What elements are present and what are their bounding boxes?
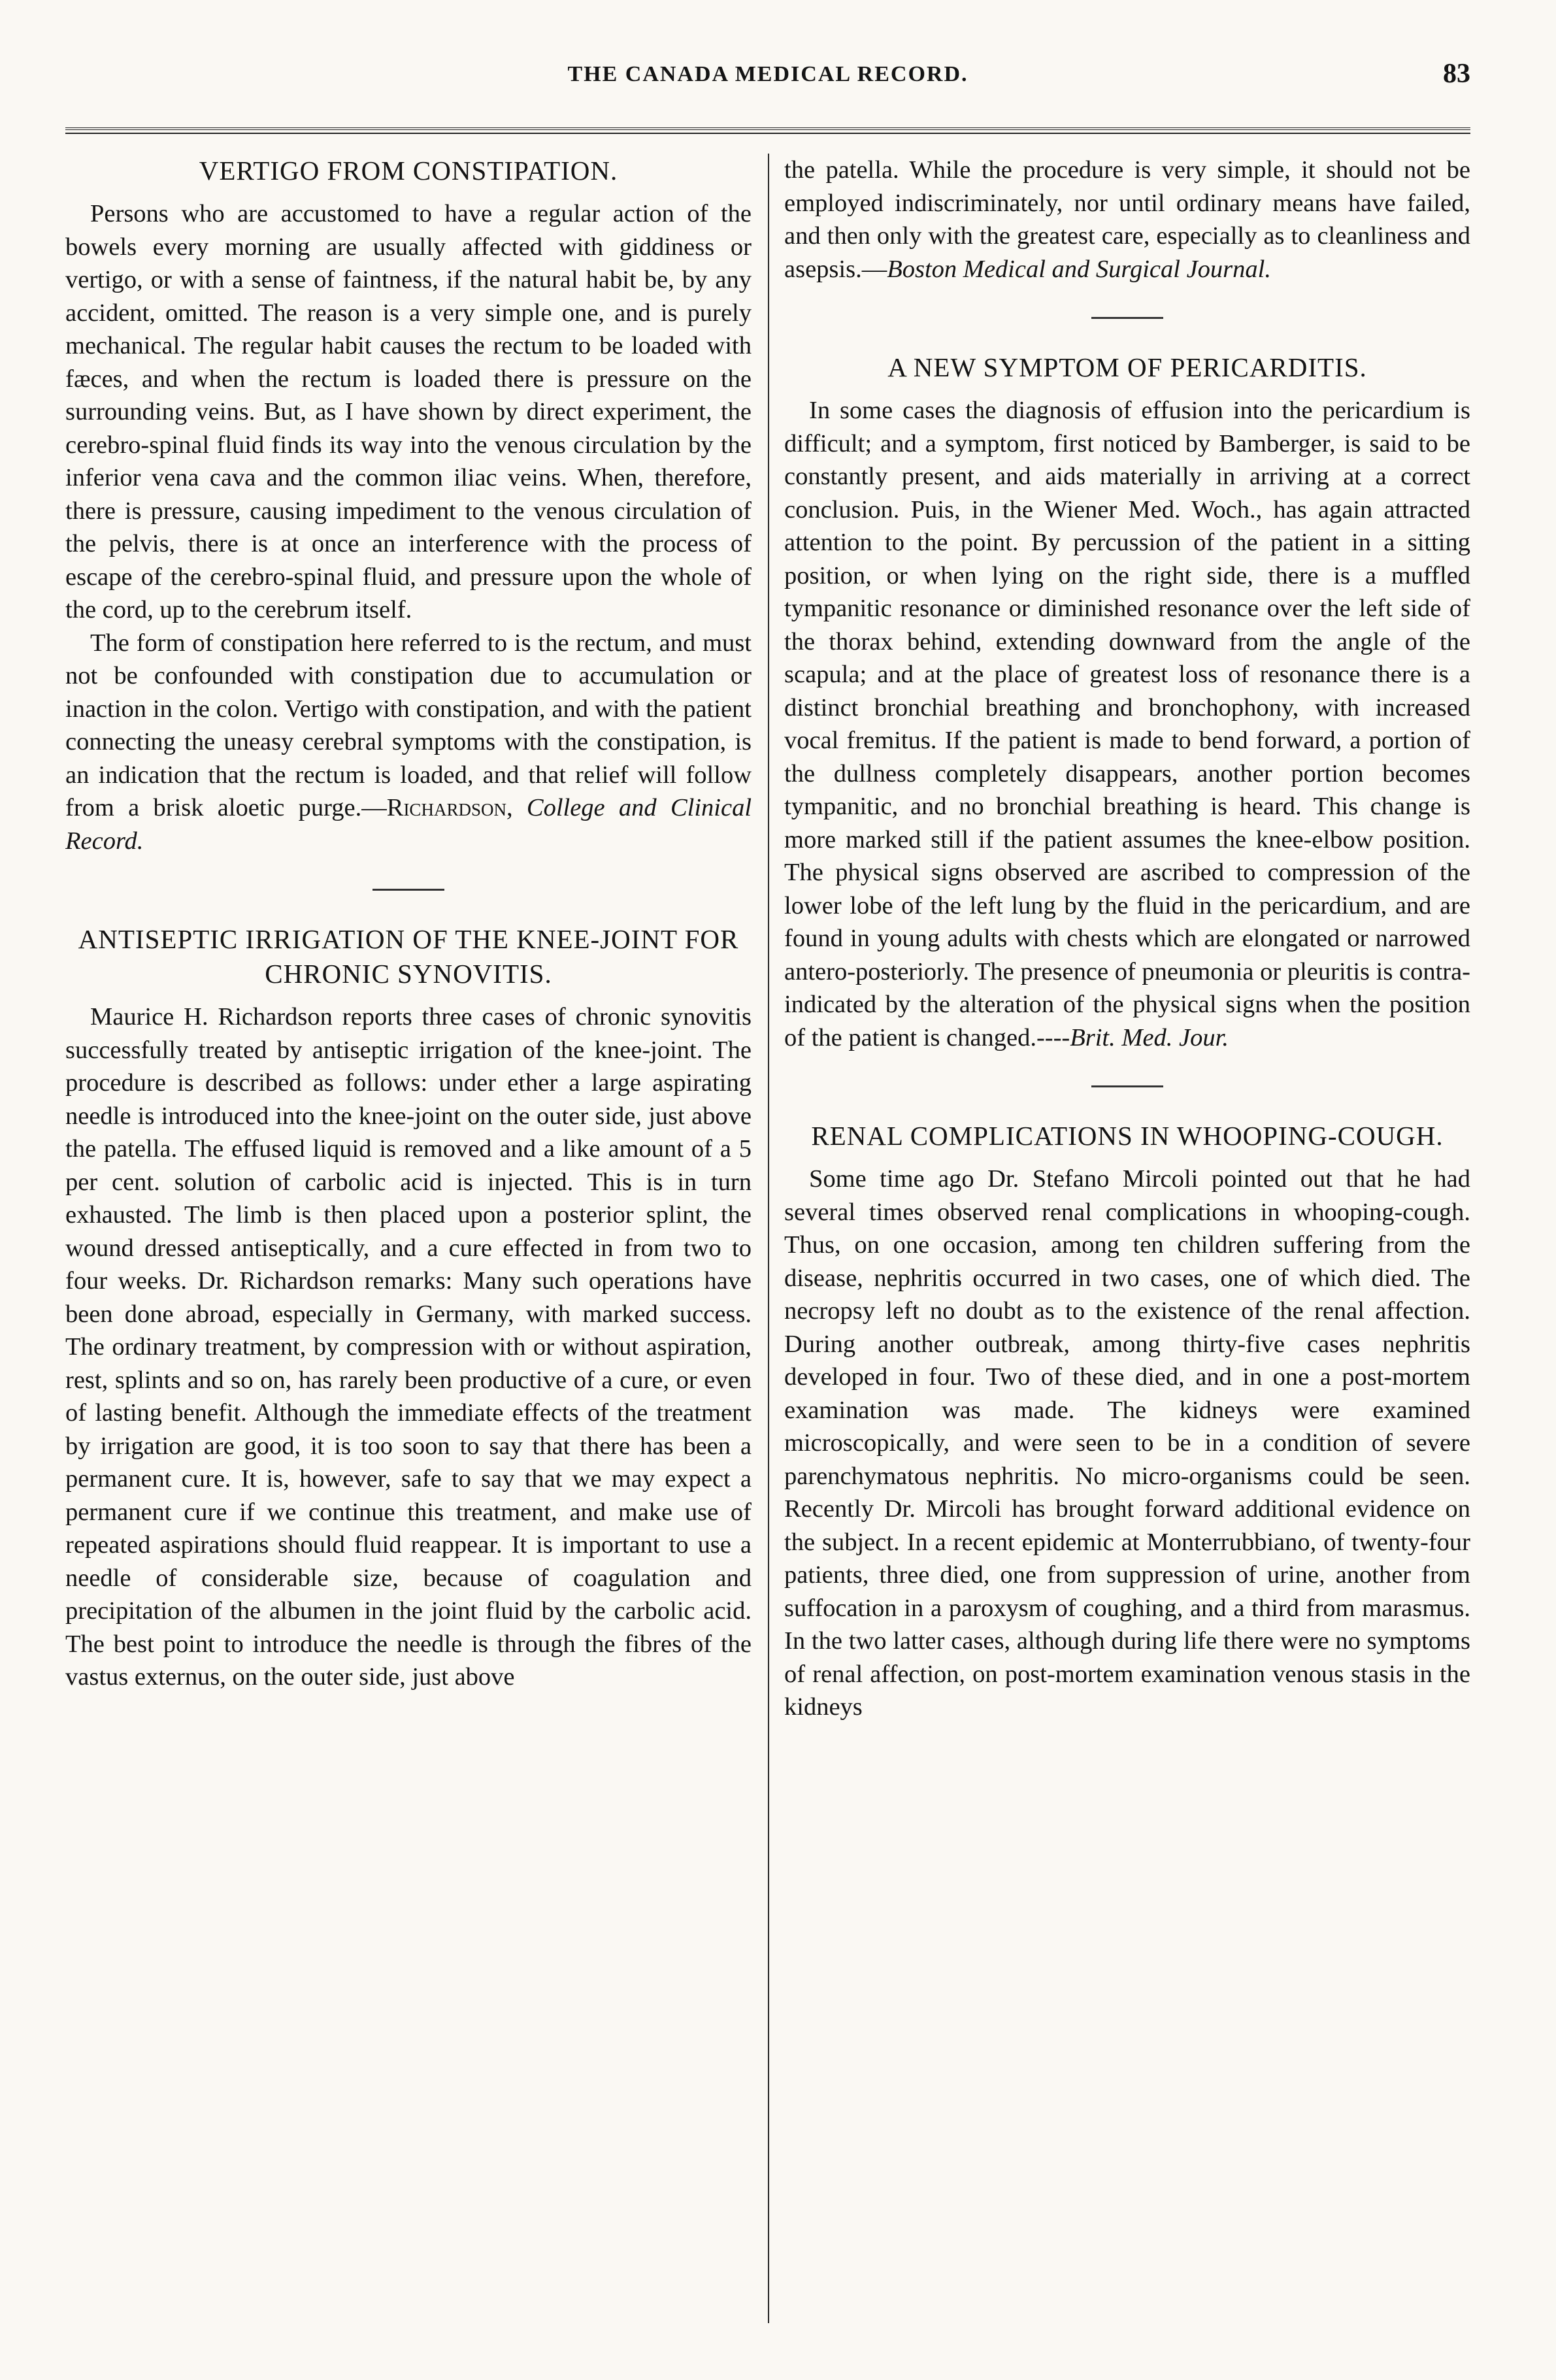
article-title-knee-irrigation: ANTISEPTIC IRRIGATION OF THE KNEE-JOINT FOR CHRONIC SYNOVITIS. — [78, 924, 739, 989]
paragraph-text: the patella. While the procedure is very simple, it should not be employed indiscriminately, nor until ordinary means have failed, and then only with the greatest care, especially as to cleanliness and asepsis.— — [784, 156, 1470, 283]
article-title-pericarditis: A NEW SYMPTOM OF PERICARDITIS. — [887, 352, 1367, 382]
paragraph: Persons who are accustomed to have a regular action of the bowels every morning are usually affected with giddiness or vertigo, or with a sense of faintness, if the natural habit be, by any accident, omitted. The reason is a very simple one, and is purely mechanical. The regular habit causes the rectum to be loaded with fæces, and when the rectum is loaded there is pressure on the surrounding veins. But, as I have shown by direct experiment, the cerebro-spinal fluid finds its way into the venous circulation by the inferior vena cava and the common iliac veins. When, therefore, there is pressure, causing impediment to the venous circulation of the pelvis, there is at once an interference with the process of escape of the cerebro-spinal fluid, and pressure upon the whole of the cord, up to the cerebrum itself. — [65, 200, 752, 623]
left-column — [65, 154, 752, 2330]
article-knee-continued — [784, 154, 1470, 286]
header-rule — [65, 127, 1470, 134]
paragraph: Maurice H. Richardson reports three cases of chronic synovitis successfully treated by antiseptic irrigation of the knee-joint. The procedure is described as follows: under ether a large aspirating needle is introduced into the knee-joint on the outer side, just above the patella. The effused liquid is removed and a like amount of a 5 per cent. solution of carbolic acid is injected. This is in turn exhausted. The limb is then placed upon a posterior splint, the wound dressed antiseptically, and a cure effected in from two to four weeks. Dr. Richardson remarks: Many such operations have been done abroad, especially in Germany, with marked success. The ordinary treatment, by compression with or without aspiration, rest, splints and so on, has rarely been productive of a cure, or even of lasting benefit. Although the immediate effects of the treatment by irrigation are good, it is too soon to say that there has been a permanent cure. It is, however, safe to say that we may expect a permanent cure if we continue this treatment, and make use of repeated aspirations should fluid reappear. It is important to use a needle of considerable size, because of coagulation and precipitation of the albumen in the joint fluid by the carbolic acid. The best point to introduce the needle is through the fibres of the vastus externus, on the outer side, just above — [65, 1003, 752, 1691]
citation-source: Brit. Med. Jour. — [1070, 1023, 1229, 1051]
paragraph-text: In some cases the diagnosis of effusion into the pericardium is difficult; and a symptom, first noticed by Bamberger, is said to be constantly present, and aids materially in arriving at a correct conclusion. Puis, in the Wiener Med. Woch., has again attracted attention to the point. By percussion of the patient in a sitting position, or when lying on the right side, there is a muffled tympanitic resonance or diminished resonance over the left side of the thorax behind, extending downward from the angle of the scapula; and at the place of greatest loss of resonance there is a distinct bronchial breathing and bronchophony, with increased vocal fremitus. If the patient is made to bend forward, a portion of the dullness completely disappears, another portion becomes tympanitic, and no bronchial breathing is heard. This change is more marked still if the patient assumes the knee-elbow position. The physical signs observed are ascribed to compression of the lower lobe of the left lung by the fluid in the pericardium, and are found in young adults with chests which are elongated or narrowed antero-posteriorly. The presence of pneumonia or pleuritis is contra-indicated by the alteration of the physical signs when the position of the patient is changed.---- — [784, 397, 1470, 1051]
article-separator — [372, 889, 444, 891]
running-head: THE CANADA MEDICAL RECORD. — [567, 62, 968, 86]
page-number: 83 — [1443, 59, 1470, 89]
article-knee-irrigation — [65, 922, 752, 1694]
citation-source: College and Clinical Record. — [65, 794, 752, 855]
paragraph — [784, 154, 1470, 286]
citation-author: Richardson, — [386, 794, 513, 821]
article-title-vertigo: VERTIGO FROM CONSTIPATION. — [199, 156, 618, 186]
article-separator — [1091, 1085, 1163, 1087]
paragraph — [784, 394, 1470, 1054]
article-body-knee-irrigation — [65, 1000, 752, 1694]
article-separator — [1091, 317, 1163, 319]
article-body-vertigo — [65, 197, 752, 857]
article-pericarditis — [784, 350, 1470, 1054]
article-renal — [784, 1119, 1470, 1724]
article-vertigo — [65, 154, 752, 857]
citation-source: Boston Medical and Surgical Journal. — [887, 255, 1271, 283]
paragraph: Some time ago Dr. Stefano Mircoli pointed out that he had several times observed renal complications in whooping-cough. Thus, on one occasion, among ten children suffering from the disease, nephritis occurred in two cases, one of which died. The necropsy left no doubt as to the existence of the renal affection. During another outbreak, among thirty-five cases nephritis developed in four. Two of these died, and in one a post-mortem examination was made. The kidneys were examined microscopically, and were seen to be in a condition of severe parenchymatous nephritis. No micro-organisms could be seen. Recently Dr. Mircoli has brought forward additional evidence on the subject. In a recent epidemic at Monterrubbiano, of twenty-four patients, three died, one from suppression of urine, another from suffocation in a paroxysm of coughing, and a third from marasmus. In the two latter cases, although during life there were no symptoms of renal affection, on post-mortem examination venous stasis in the kidneys — [784, 1165, 1470, 1721]
article-body-knee-continued — [784, 154, 1470, 286]
article-body-pericarditis — [784, 394, 1470, 1054]
article-title-renal: RENAL COMPLICATIONS IN WHOOPING-COUGH. — [811, 1121, 1444, 1151]
paragraph — [65, 627, 752, 858]
paragraph-text: The form of constipation here referred to is the rectum, and must not be confounded with constipation due to accumulation or inaction in the colon. Vertigo with constipation, and with the patient connecting the uneasy cerebral symptoms with the constipation, is an indication that the rectum is loaded, and that relief will follow from a brisk aloetic purge.— — [65, 629, 752, 821]
page-header — [65, 59, 1470, 101]
right-column — [784, 154, 1470, 2330]
article-body-renal — [784, 1163, 1470, 1724]
page-columns — [65, 154, 1470, 2336]
column-divider — [768, 154, 769, 2323]
